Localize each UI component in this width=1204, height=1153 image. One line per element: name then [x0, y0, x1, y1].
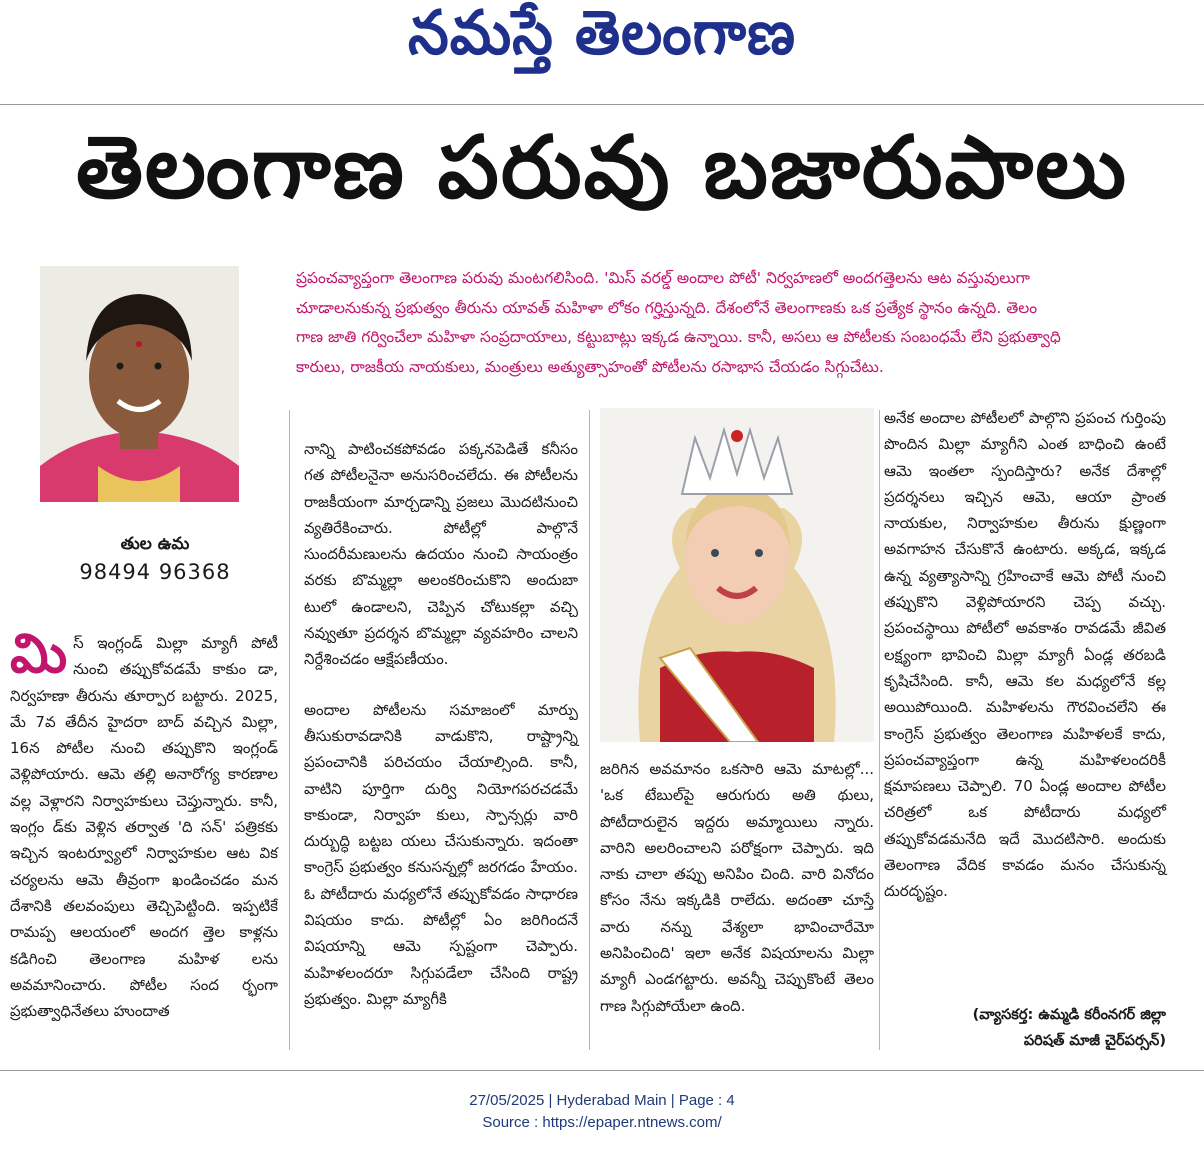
- article-column-2: [304, 436, 578, 1012]
- paragraph-text: స్ ఇంగ్లండ్ మిల్లా మ్యాగీ పోటీ నుంచి తప్పుకోవడమే కాకుం డా, నిర్వహణా తీరును తూర్పార బట్టారు. 2025, మే 7వ తేదీన హైదరా బాద్ వచ్చిన మిల్లా, 16న పోటీల నుంచి తప్పుకొని ఇంగ్లండ్ వెళ్లిపోయారు. ఆమె తల్లి అనారోగ్య కారణాల వల్ల వెళ్లారని నిర్వాహకులు చెప్తున్నారు. కానీ, ఇంగ్లం డ్‌కు వెళ్లిన తర్వాత 'ది సన్' పత్రికకు ఇచ్చిన ఇంటర్వ్యూలో నిర్వాహకుల ఆట విక చర్యలను ఆమె తీవ్రంగా ఖండించడం మన దేశానికి తలవంపులు తెచ్చిపెట్టింది. ఇప్పటికే రామప్ప ఆలయంలో అందగ త్తెల కాళ్లను కడిగించి తెలంగాణ మహిళ లను అవమానించారు. పోటీల సంద ర్భంగా ప్రభుత్వాధినేతలు హుందాత: [10, 634, 278, 1021]
- byline-line: పరిషత్ మాజీ చైర్‌పర్సన్): [1023, 1033, 1166, 1049]
- footer-source-link[interactable]: Source : https://epaper.ntnews.com/: [482, 1114, 722, 1131]
- byline-line: (వ్యాసకర్త: ఉమ్మడి కరీంనగర్ జిల్లా: [972, 1007, 1166, 1023]
- article-column-4: [884, 405, 1166, 905]
- masthead-logo: నమస్తే తెలంగాణ: [408, 0, 796, 68]
- author-photo-illustration: [40, 266, 239, 502]
- masthead-rule: [0, 104, 1204, 105]
- page-footer: [0, 1090, 1204, 1134]
- column-divider: [589, 410, 590, 1050]
- headline: [0, 118, 1204, 238]
- article-paragraph: అందాల పోటీలను సమాజంలో మార్పు తీసుకురావడానికి వాడుకొని, రాష్ట్రాన్ని ప్రపంచానికి పరిచయం చేయాల్సింది. కానీ, వాటిని పూర్తిగా దుర్వి నియోగపరచడమే కాకుండా, నిర్వాహ కులు, స్పాన్సర్లు వారి దుర్బుద్ధి బట్టబ యలు చేసుకున్నారు. ఇదంతా కాంగ్రెస్ ప్రభుత్వం కనుసన్నల్లో జరగడం హేయం. ఓ పోటీదారు మధ్యలోనే తప్పుకోవడం సాధారణ విషయం కాదు. పోటీల్లో ఏం జరిగిందనే విషయాన్ని ఆమె స్పష్టంగా చెప్పారు. మహిళలందరూ సిగ్గుపడేలా చేసింది రాష్ట్ర ప్రభుత్వం. మిల్లా మ్యాగీకి: [304, 700, 578, 1008]
- article-paragraph: అనేక అందాల పోటీలలో పాల్గొని ప్రపంచ గుర్తింపు పొందిన మిల్లా మ్యాగీని ఎంత బాధించి ఉంటే ఆమె ఇంతలా స్పందిస్తారు? అనేక దేశాల్లో ప్రదర్శనలు ఇచ్చిన ఆమె, ఆయా ప్రాంత నాయకుల, నిర్వాహకుల తీరును క్షుణ్ణంగా అవగాహన చేసుకొనే ఉంటారు. అక్కడ, ఇక్కడ ఉన్న వ్యత్యాసాన్ని గ్రహించాకే ఆమె పోటీ నుంచి తప్పుకొని వెళ్లిపోయారని చెప్ప వచ్చు. ప్రపంచస్థాయి పోటీలో అవకాశం రావడమే జీవిత లక్ష్యంగా భావించి మిల్లా మ్యాగీ ఏండ్ల తరబడి కృషిచేసింది. కానీ, ఆమె కల మధ్యలోనే కల్ల అయిపోయింది. మహిళలను గౌరవించలేని ఈ కాంగ్రెస్ ప్రభుత్వం తెలంగాణ మహిళలకే కాదు, ప్రపంచవ్యాప్తంగా ఉన్న మహిళలందరికీ క్షమాపణలు చెప్పాలి. 70 ఏండ్ల అందాల పోటీల చరిత్రలో ఒక పోటీదారు మధ్యలో తప్పుకోవడమనేది ఇదే మొదటిసారి. అందుకు తెలంగాణ వేదిక కావడం మనం చేసుకున్న దురదృష్టం.: [884, 409, 1166, 901]
- contestant-photo-illustration: [600, 408, 874, 742]
- author-name: తుల ఉమ: [120, 534, 190, 554]
- article-paragraph: నాన్ని పాటించకపోవడం పక్కనపెడితే కనీసం గత పోటీలనైనా అనుసరించలేదు. ఈ పోటీలను రాజకీయంగా మార్చడాన్ని ప్రజలు మొదటినుంచి వ్యతిరేకించారు. పోటీల్లో పాల్గొనే సుందరీమణులను ఉదయం నుంచి సాయంత్రం వరకు బొమ్మల్లా అలంకరించుకొని అందుబా టులో ఉండాలని, చెప్పిన చోటుకల్లా వచ్చి నవ్వుతూ ప్రదర్శన బొమ్మల్లా వ్యవహరిం చాలని నిర్దేశించడం ఆక్షేపణీయం.: [304, 440, 578, 669]
- standfirst-line: ప్రపంచవ్యాప్తంగా తెలంగాణ పరువు మంటగలిసింది. 'మిస్ వరల్డ్ అందాల పోటీ' నిర్వహణలో అందగత్తెలను ఆట వస్తువులుగా: [296, 269, 1030, 287]
- article-paragraph: జరిగిన అవమానం ఒకసారి ఆమె మాటల్లో... 'ఒక టేబుల్‌పై ఆరుగురు అతి థులు, పోటీదారులైన ఇద్దరు అమ్మాయిలు న్నారు. వారిని అలరించాలని పరోక్షంగా చెప్పారు. ఇది నాకు చాలా తప్పు అనిపిం చింది. వారి వినోదం కోసం నేను ఇక్కడికి రాలేదు. అదంతా చూస్తే వారు నన్ను వేశ్యలా భావించారేమో అనిపించింది' ఇలా అనేక విషయాలను మిల్లా మ్యాగీ ఎండగట్టారు. అవన్నీ చెప్పుకొంటే తెలం గాణ సిగ్గుపోయేలా ఉంది.: [600, 760, 874, 1015]
- standfirst-line: కారులు, రాజకీయ నాయకులు, మంత్రులు అత్యుత్సాహంతో పోటీలను రసాభాస చేయడం సిగ్గుచేటు.: [296, 357, 884, 376]
- standfirst-line: చూడాలనుకున్న ప్రభుత్వం తీరును యావత్ మహిళా లోకం గర్హిస్తున్నది. దేశంలోనే తెలంగాణకు ఒక ప్రత్యేక స్థానం ఉన్నది. తెలం: [296, 298, 1038, 317]
- article-paragraph: [10, 622, 278, 1024]
- contestant-photo: [600, 408, 874, 742]
- column-divider: [289, 410, 290, 1050]
- author-photo: [40, 266, 239, 502]
- column-divider: [879, 410, 880, 1050]
- standfirst-line: గాణ జాతి గర్వించేలా మహిళా సంప్రదాయాలు, కట్టుబాట్లు ఇక్కడ ఉన్నాయి. కానీ, అసలు ఆ పోటీలకు సంబంధమే లేని ప్రభుత్వాధి: [296, 328, 1061, 346]
- masthead: [0, 0, 1204, 80]
- article-column-3: [600, 756, 874, 1019]
- headline-text: తెలంగాణ పరువు బజారుపాలు: [76, 117, 1128, 218]
- standfirst: [296, 264, 1172, 384]
- author-phone: 98494 96368: [79, 560, 231, 584]
- drop-cap: మి: [10, 622, 68, 685]
- footer-rule: [0, 1070, 1204, 1071]
- article-column-1: [10, 622, 278, 1024]
- footer-edition-info: 27/05/2025 | Hyderabad Main | Page : 4: [469, 1092, 735, 1109]
- author-byline: [884, 1002, 1166, 1054]
